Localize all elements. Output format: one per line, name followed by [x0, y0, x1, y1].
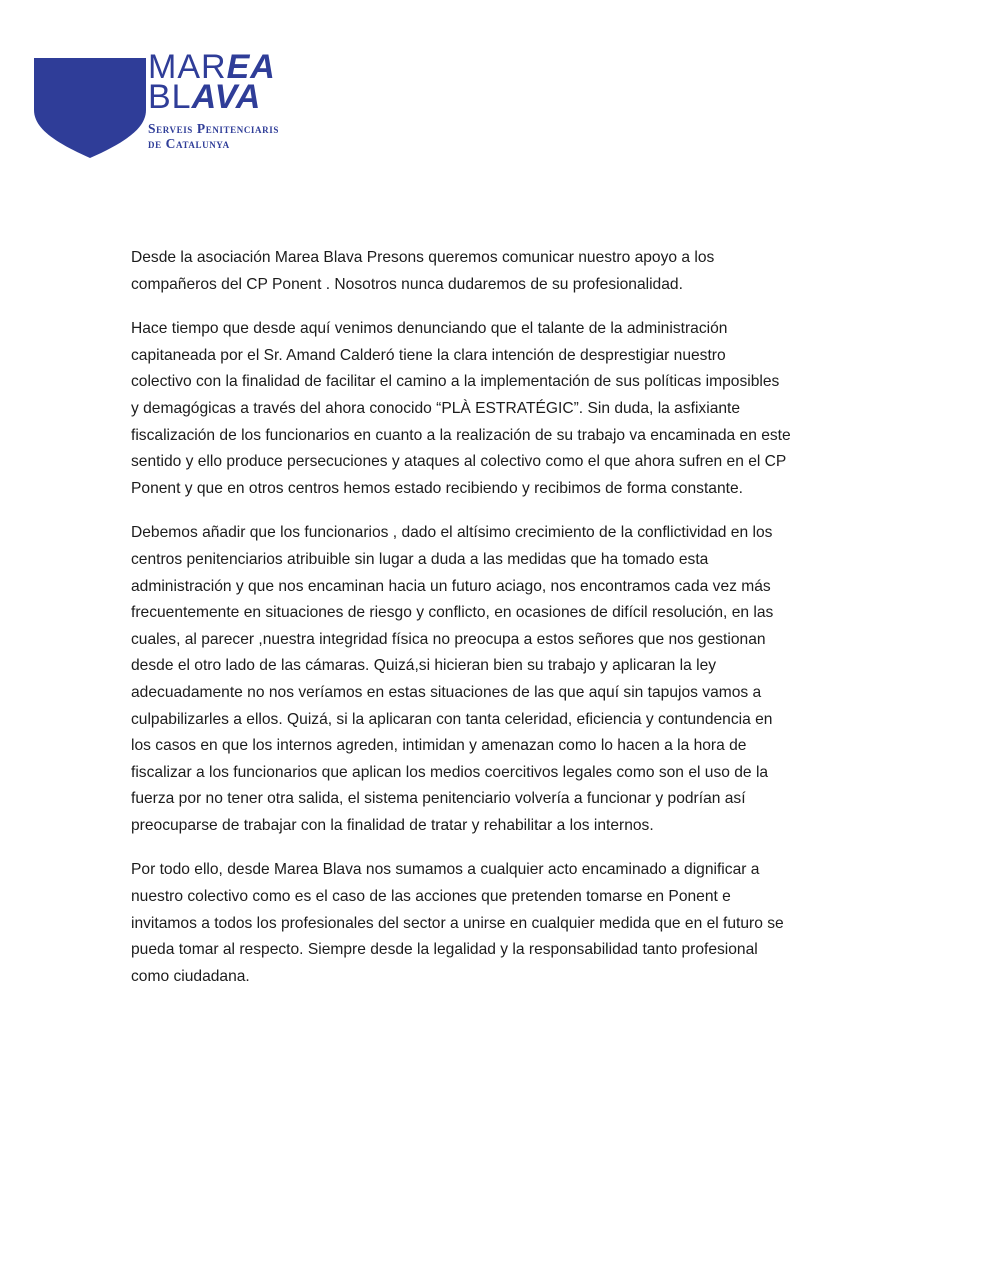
paragraph-line: cuales, al parecer ,nuestra integridad física no preocupa a estos señores que nos gestionan: [131, 630, 766, 648]
marea-blava-logo: [34, 50, 354, 170]
paragraph-line: como ciudadana.: [131, 967, 250, 985]
logo-subtitle-line1: Serveis Penitenciaris: [148, 121, 279, 136]
letter-body: [131, 245, 866, 1008]
paragraph-line: los casos en que los internos agreden, intimidan y amenazan como lo hacen a la hora de: [131, 737, 747, 755]
logo-wordmark-line2: BLAVA: [148, 78, 262, 116]
paragraph-line: adecuadamente no nos veríamos en estas situaciones de las que aquí sin tapujos vamos a: [131, 683, 762, 701]
paragraph-line: centros penitenciarios atribuible sin lugar a duda a las medidas que ha tomado esta: [131, 550, 709, 568]
paragraph-line: fuerza por no tener otra salida, el sistema penitenciario volvería a funcionar y podrían así: [131, 790, 746, 808]
paragraph-line: desde el otro lado de las cámaras. Quizá,si hicieran bien su trabajo y aplicaran la ley: [131, 657, 717, 675]
paragraph-line: culpabilizarles a ellos. Quizá, si la aplicaran con tanta celeridad, eficiencia y contundencia en: [131, 710, 773, 728]
paragraph-line: Hace tiempo que desde aquí venimos denunciando que el talante de la administración: [131, 320, 728, 338]
paragraph-line: y demagógicas a través del ahora conocido “PLÀ ESTRATÉGIC”. Sin duda, la asfixiante: [131, 399, 741, 417]
paragraph-4: [131, 857, 866, 990]
paragraph-line: Por todo ello, desde Marea Blava nos sumamos a cualquier acto encaminado a dignificar a: [131, 861, 760, 879]
logo-subtitle-line2: de Catalunya: [148, 136, 230, 151]
paragraph-line: Debemos añadir que los funcionarios , dado el altísimo crecimiento de la conflictividad en los: [131, 524, 773, 542]
paragraph-line: Ponent y que en otros centros hemos estado recibiendo y recibimos de forma constante.: [131, 479, 743, 497]
paragraph-line: compañeros del CP Ponent . Nosotros nunca dudaremos de su profesionalidad.: [131, 275, 683, 293]
paragraph-1: [131, 245, 866, 298]
paragraph-line: frecuentemente en situaciones de riesgo y conflicto, en ocasiones de difícil resolución, en las: [131, 604, 774, 622]
paragraph-3: [131, 520, 866, 839]
paragraph-line: colectivo con la finalidad de facilitar el camino a la implementación de sus políticas imposibles: [131, 373, 780, 391]
paragraph-line: capitaneada por el Sr. Amand Calderó tiene la clara intención de desprestigiar nuestro: [131, 346, 726, 364]
paragraph-line: nuestro colectivo como es el caso de las acciones que pretenden tomarse en Ponent e: [131, 888, 731, 906]
paragraph-line: sentido y ello produce persecuciones y ataques al colectivo como el que ahora sufren en el CP: [131, 453, 787, 471]
paragraph-line: preocuparse de trabajar con la finalidad de tratar y rehabilitar a los internos.: [131, 816, 654, 834]
logo-wordmark-line1: MAREA: [148, 48, 276, 86]
paragraph-line: pueda tomar al respecto. Siempre desde la legalidad y la responsabilidad tanto profesional: [131, 941, 758, 959]
paragraph-line: administración y que nos encaminan hacia un futuro aciago, nos encontramos cada vez más: [131, 577, 771, 595]
shield-icon: [34, 58, 146, 158]
paragraph-line: Desde la asociación Marea Blava Presons queremos comunicar nuestro apoyo a los: [131, 249, 715, 266]
paragraph-line: fiscalización de los funcionarios en cuanto a la realización de su trabajo va encaminada en este: [131, 426, 791, 444]
paragraph-line: fiscalizar a los funcionarios que aplican los medios coercitivos legales como son el uso de la: [131, 763, 769, 781]
paragraph-2: [131, 316, 866, 502]
paragraph-line: invitamos a todos los profesionales del sector a unirse en cualquier medida que en el futuro se: [131, 914, 784, 932]
